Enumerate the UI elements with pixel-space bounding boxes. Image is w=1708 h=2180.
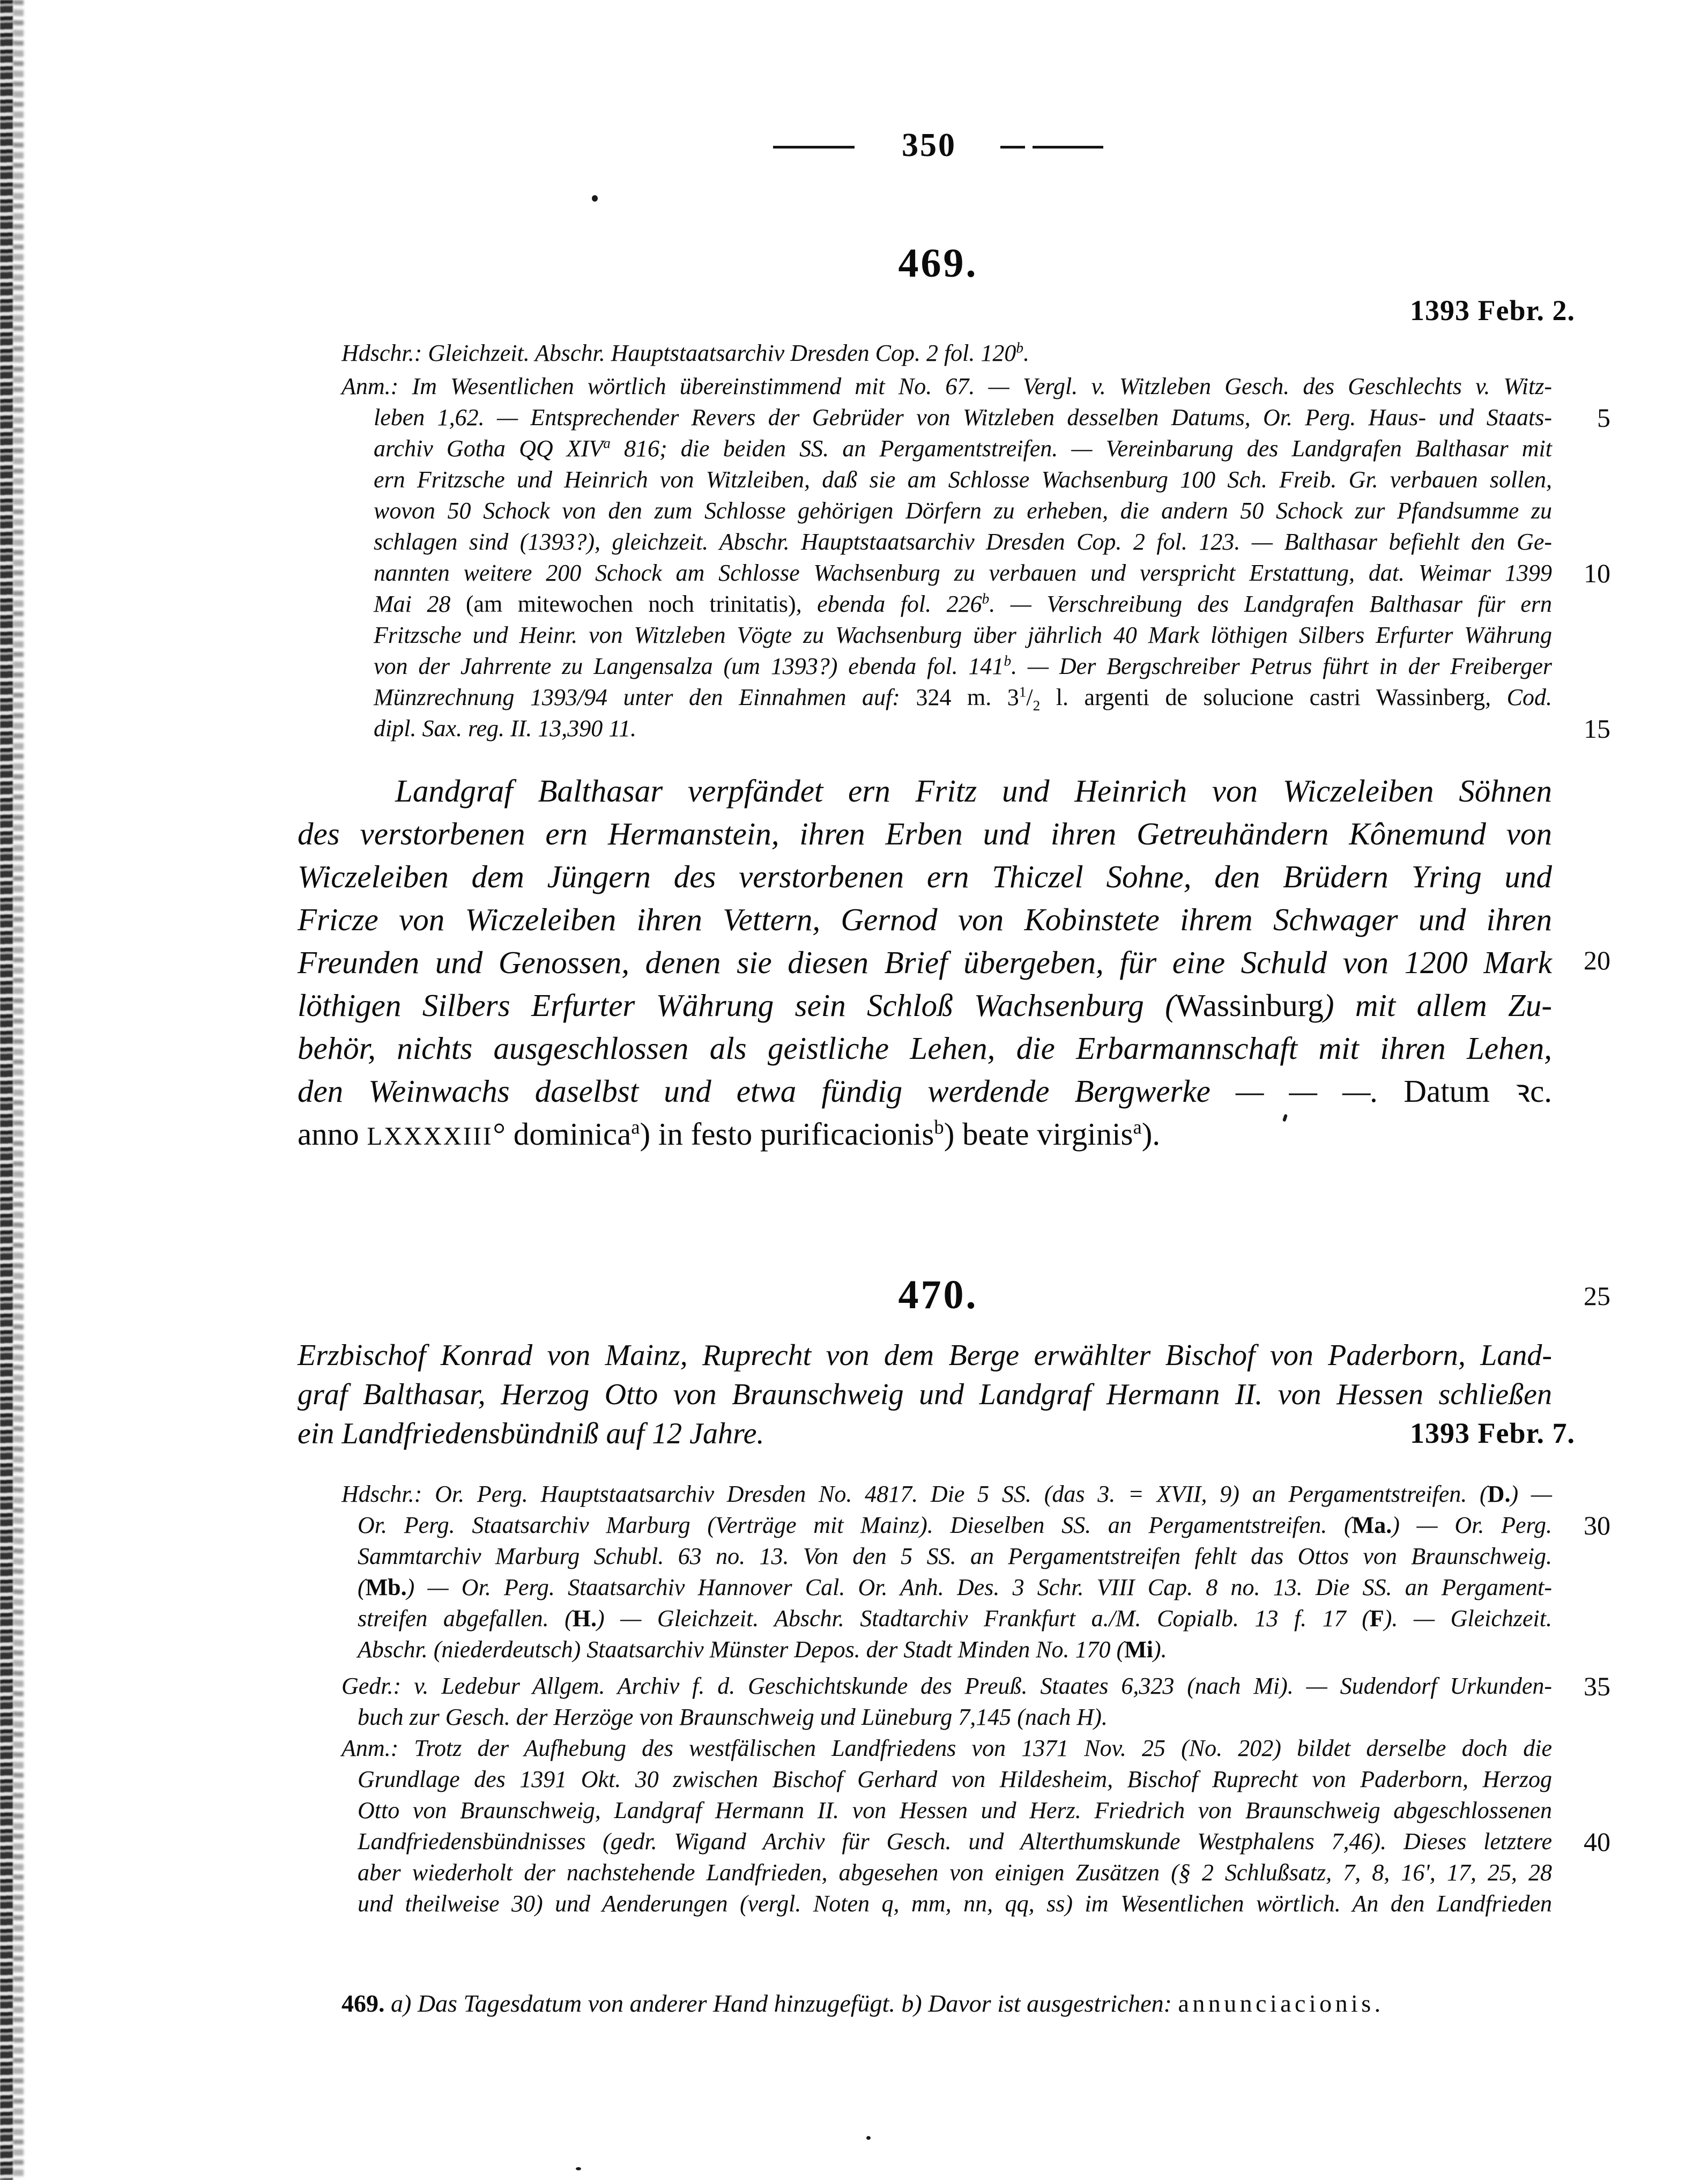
summary-line: Erzbischof Konrad von Mainz, Ruprecht von dem Berge erwählter Bischof von Paderborn, Land- (298, 1339, 1552, 1372)
footnote-block (341, 1988, 1607, 2019)
hdschr-line: Hdschr.: Or. Perg. Hauptstaatsarchiv Dresden No. 4817. Die 5 SS. (das 3. = XVII, 9) an Pergamentstreifen. (D.) — (341, 1481, 1552, 1507)
charter-text-line: löthigen Silbers Erfurter Währung sein Schloß Wachsenburg (Wassinburg) mit allem Zu- (298, 988, 1552, 1023)
charter-text-line: Freunden und Genossen, denen sie diesen Brief übergeben, für eine Schuld von 1200 Mark (298, 945, 1552, 980)
charter-text-line: Landgraf Balthasar verpfändet ern Fritz und Heinrich von Wiczeleiben Söhnen (395, 773, 1552, 809)
page-header (298, 127, 1579, 165)
anm-line: nannten weitere 200 Schock am Schlosse Wachsenburg zu verbauen und verspricht Erstattung, dat. Weimar 1399 (374, 560, 1552, 586)
footnote-line: 469. a) Das Tagesdatum von anderer Hand hinzugefügt. b) Davor ist ausgestrichen: annunciacionis. (341, 1990, 1384, 2017)
binding-shadow (0, 0, 13, 2180)
margin-line-number: 40 (1584, 1827, 1610, 1857)
hdschr-line: Or. Perg. Staatsarchiv Marburg (Verträge mit Mainz). Dieselben SS. an Pergamentstreifen. (Ma.) — Or. Perg. (358, 1512, 1552, 1538)
anm-line: dipl. Sax. reg. II. 13,390 11. (374, 715, 637, 742)
charter-text-line: den Weinwachs daselbst und etwa fündig werdende Bergwerke — — —. Datum ꝛc. (298, 1073, 1553, 1109)
anm-line: und theilweise 30) und Aenderungen (vergl. Noten q, mm, nn, qq, ss) im Wesentlichen wörtlich. An den Landfrieden (358, 1890, 1552, 1917)
anm-line: Fritzsche und Heinr. von Witzleben Vögte zu Wachsenburg über jährlich 40 Mark löthigen Silbers Erfurter Währung (374, 622, 1552, 648)
anm-line: Landfriedensbündnisses (gedr. Wigand Archiv für Gesch. und Alterthumskunde Westphalens 7,46). Dieses letztere (358, 1828, 1552, 1855)
ink-speck (866, 2136, 871, 2140)
margin-line-number: 10 (1584, 558, 1610, 588)
summary-line: ein Landfriedensbündniß auf 12 Jahre. (298, 1417, 764, 1450)
anm-line: aber wiederholt der nachstehende Landfrieden, abgesehen von einigen Zusätzen (§ 2 Schlußsatz, 7, 8, 16', 17, 25, 28 (358, 1859, 1552, 1886)
ink-speck (592, 195, 598, 202)
page-number: 350 (902, 127, 956, 164)
hdschr-line: Sammtarchiv Marburg Schubl. 63 no. 13. Von den 5 SS. an Pergamentstreifen fehlt das Ottos von Braunschweig. (358, 1543, 1552, 1569)
anm-line: schlagen sind (1393?), gleichzeit. Abschr. Hauptstaatsarchiv Dresden Cop. 2 fol. 123. — Balthasar befiehlt den Ge- (374, 529, 1552, 555)
margin-line-number: 15 (1584, 714, 1610, 744)
margin-line-number: 35 (1584, 1671, 1610, 1701)
summary-line: graf Balthasar, Herzog Otto von Braunschweig und Landgraf Hermann II. von Hessen schließen (298, 1378, 1552, 1411)
hdschr-line: (Mb.) — Or. Perg. Staatsarchiv Hannover Cal. Or. Anh. Des. 3 Schr. VIII Cap. 8 no. 13. Die SS. an Pergament- (358, 1574, 1552, 1600)
charter-text-line: anno LXXXXIII° dominica$^a$) in festo purificacionis$^b$) beate virginis$^a$). (298, 1116, 1161, 1152)
hdschr-line: streifen abgefallen. (H.) — Gleichzeit. Abschr. Stadtarchiv Frankfurt a./M. Copialb. 13 f. 17 (F). — Gleichzeit. (358, 1605, 1553, 1632)
margin-line-number: 25 (1584, 1281, 1610, 1311)
entry-469-number: 469. (898, 241, 978, 286)
entry-469-hdschr-block (341, 338, 1552, 369)
entry-470-gedr-block (341, 1671, 1552, 1733)
gedr-line: Gedr.: v. Ledebur Allgem. Archiv f. d. Geschichtskunde des Preuß. Staates 6,323 (nach Mi). — Sudendorf Urkunden- (341, 1673, 1552, 1699)
charter-text-line: Wiczeleiben dem Jüngern des verstorbenen ern Thiczel Sohne, den Brüdern Yring und (298, 859, 1552, 894)
anm-line: Anm.: Im Wesentlichen wörtlich übereinstimmend mit No. 67. — Vergl. v. Witzleben Gesch. des Geschlechts v. Witz- (341, 373, 1552, 399)
entry-469-text-block (298, 769, 1552, 1158)
entry-469-anm-block (341, 371, 1552, 744)
margin-line-number: 30 (1584, 1510, 1610, 1540)
header-rule-left (773, 146, 855, 149)
entry-469-date: 1393 Febr. 2. (1410, 294, 1575, 327)
gedr-line: buch zur Gesch. der Herzöge von Braunschweig und Lüneburg 7,145 (nach H). (358, 1704, 1108, 1730)
margin-line-number: 20 (1584, 945, 1610, 975)
entry-470-number: 470. (898, 1272, 978, 1317)
header-rule-right-short (1000, 146, 1025, 149)
charter-text-line: Fricze von Wiczeleiben ihren Vettern, Gernod von Kobinstete ihrem Schwager und ihren (298, 902, 1552, 937)
anm-line: leben 1,62. — Entsprechender Revers der Gebrüder von Witzleben desselben Datums, Or. Perg. Haus- und Staats- (374, 404, 1552, 431)
binding-shadow-soft (13, 0, 24, 2180)
anm-line: ern Fritzsche und Heinrich von Witzleiben, daß sie am Schlosse Wachsenburg 100 Sch. Freib. Gr. verbauen sollen, (374, 466, 1552, 493)
charter-text-line: behör, nichts ausgeschlossen als geistliche Lehen, die Erbarmannschaft mit ihren Lehen, (298, 1030, 1552, 1066)
hdschr-line: Abschr. (niederdeutsch) Staatsarchiv Münster Depos. der Stadt Minden No. 170 (Mi). (358, 1636, 1167, 1663)
anm-line: Otto von Braunschweig, Landgraf Hermann II. von Hessen und Herz. Friedrich von Braunschweig abgeschlossenen (358, 1797, 1552, 1823)
anm-line: Anm.: Trotz der Aufhebung des westfälischen Landfriedens von 1371 Nov. 25 (No. 202) bildet derselbe doch die (341, 1735, 1552, 1761)
hdschr-line: Hdschr.: Gleichzeit. Abschr. Hauptstaatsarchiv Dresden Cop. 2 fol. 120$^b$. (341, 339, 1030, 366)
entry-470-anm-block (341, 1733, 1552, 1919)
anm-line: Münzrechnung 1393/94 unter den Einnahmen auf: 324 m. $3^1/_2$ l. argenti de solucione castri Wassinberg, Cod. (374, 684, 1552, 714)
entry-470-date: 1393 Febr. 7. (1410, 1417, 1575, 1449)
ink-speck (576, 2167, 581, 2170)
charter-text-line: des verstorbenen ern Hermanstein, ihren Erben und ihren Getreuhändern Kônemund von (298, 816, 1552, 851)
header-rule-right (1033, 146, 1103, 149)
anm-line: wovon 50 Schock von den zum Schlosse gehörigen Dörfern zu erheben, die andern 50 Schock zur Pfandsumme zu (374, 498, 1552, 524)
margin-line-number: 5 (1597, 403, 1610, 433)
anm-line: Grundlage des 1391 Okt. 30 zwischen Bischof Gerhard von Hildesheim, Bischof Ruprecht von Paderborn, Herzog (358, 1766, 1552, 1792)
entry-470-hdschr-block (341, 1479, 1552, 1665)
anm-line: von der Jahrrente zu Langensalza (um 1393?) ebenda fol. 141$^b$. — Der Bergschreiber Petrus führt in der Freiberger (374, 652, 1552, 679)
anm-line: archiv Gotha QQ XIV$^a$ 816; die beiden SS. an Pergamentstreifen. — Vereinbarung des Landgrafen Balthasar mit (374, 435, 1552, 462)
anm-line: Mai 28 (am mitewochen noch trinitatis), ebenda fol. 226$^b$. — Verschreibung des Landgrafen Balthasar für ern (374, 590, 1552, 617)
